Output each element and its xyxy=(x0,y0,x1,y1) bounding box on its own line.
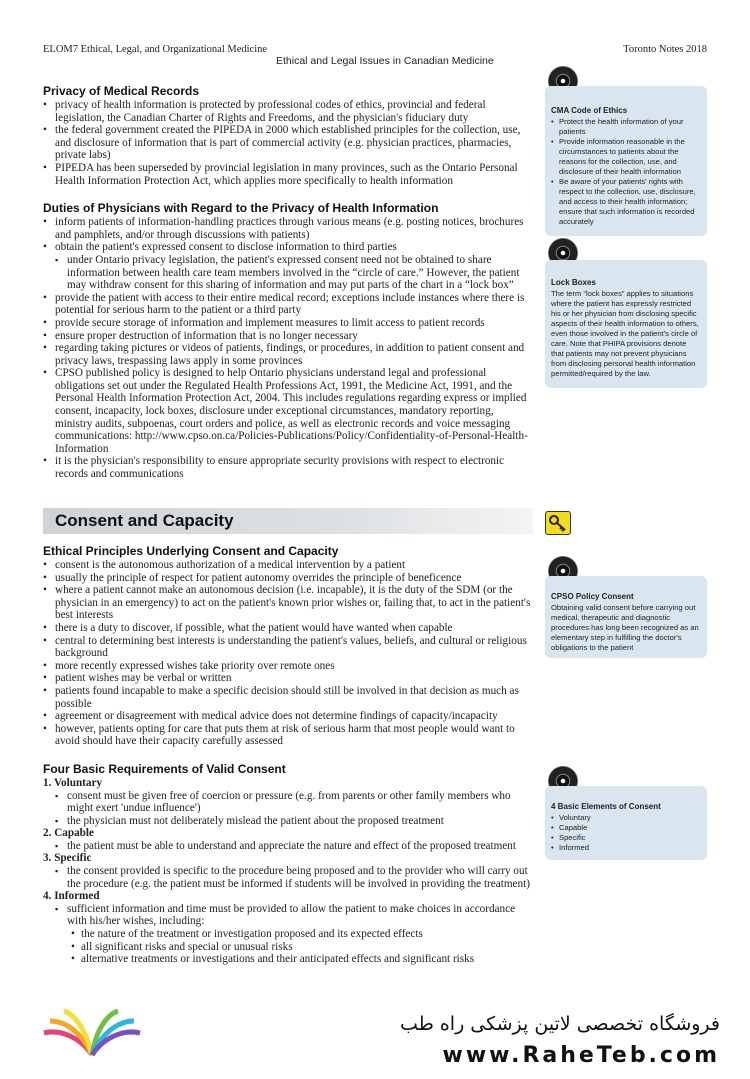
list-item: ▪ the patient must be able to understand and appreciate the nature and effect of the proposed treatment xyxy=(43,840,533,853)
list-item: • inform patients of information-handling practices through various means (e.g. posting notices, brochures and pamphlets, and/or through discussions with patients) xyxy=(43,216,533,241)
website-link[interactable]: www.RaheTeb.com xyxy=(442,1043,720,1068)
list-item: • all significant risks and special or unusual risks xyxy=(43,941,533,954)
list-item: • provide the patient with access to their entire medical record; exceptions include instances where there is potential for serious harm to the patient or a third party xyxy=(43,292,533,317)
requirement-heading: 3. Specific xyxy=(43,852,92,865)
requirement-list xyxy=(43,903,533,928)
page-header xyxy=(0,0,750,70)
principles-heading: Ethical Principles Underlying Consent and Capacity xyxy=(43,544,339,558)
key-icon xyxy=(545,511,571,535)
list-item xyxy=(43,241,533,254)
list-item: • Be aware of your patients' rights with respect to the collection, use, disclosure, and access to their health information; ensure that such information is recorded accurately xyxy=(551,177,701,227)
requirement-heading: 1. Voluntary xyxy=(43,776,103,789)
list-item: • the nature of the treatment or investigation proposed and its expected effects xyxy=(43,928,533,941)
note-title: CMA Code of Ethics xyxy=(551,106,628,115)
list-item: • agreement or disagreement with medical advice does not determine findings of capacity/incapacity xyxy=(43,710,533,723)
list-item: ▪ consent must be given free of coercion or pressure (e.g. from parents or other family members who might exert 'undue influence') xyxy=(43,790,533,815)
requirement-heading: 2. Capable xyxy=(43,827,94,840)
requirement-voluntary xyxy=(43,777,533,827)
header-center: Ethical and Legal Issues in Canadian Medicine xyxy=(276,55,494,67)
list-item: • CPSO published policy is designed to help Ontario physicians understand legal and professional obligations set out under the Regulated Health Professions Act, 1991, the Medicine Act, 1991, and the Personal Health Information Protection Act, 2004. This includes regulations regarding express or implied consent, incapacity, lock boxes, disclosure under exceptional circumstances, mandatory reporting, ministry audits, subpoenas, court orders and police, as well as electronic records and voice messaging communications: http://www.cpso.on.ca/Policies-Publications/Policy/Confidentiality-of-Personal-Health-Information xyxy=(43,367,533,455)
requirement-list xyxy=(43,840,533,853)
list-item: • patients found incapable to make a specific decision should still be involved in that decision as much as possible xyxy=(43,685,533,710)
list-item: • it is the physician's responsibility to ensure appropriate security provisions with respect to electronic records and communications xyxy=(43,455,533,480)
duties-list-cont xyxy=(43,292,533,481)
list-item: ▪ sufficient information and time must be provided to allow the patient to make choices in accordance with his/her wishes, including: xyxy=(43,903,533,928)
sidebar-elements-note xyxy=(545,786,707,860)
sidebar-cpso-note xyxy=(545,576,707,658)
list-item: ▪ under Ontario privacy legislation, the patient's expressed consent need not be obtained to share information between health care team members involved in the “circle of care.” However, the patient may withdraw consent for this sharing of information and may put parts of the chart in a “lock box” xyxy=(43,254,533,292)
privacy-heading: Privacy of Medical Records xyxy=(43,84,200,98)
duties-heading: Duties of Physicians with Regard to the Privacy of Health Information xyxy=(43,201,439,216)
list-item: ▪ the consent provided is specific to the procedure being proposed and to the provider who will carry out the procedure (e.g. the patient must be informed if students will be involved in providing the treatment) xyxy=(43,865,533,890)
note-title: 4 Basic Elements of Consent xyxy=(551,802,661,811)
book-logo-icon xyxy=(40,1007,145,1067)
list-item-text: obtain the patient's expressed consent to disclose information to third parties xyxy=(55,241,397,254)
list-item: • Voluntary xyxy=(551,813,701,823)
list-item: • patient wishes may be verbal or written xyxy=(43,672,533,685)
requirement-informed xyxy=(43,890,533,966)
note-text: Obtaining valid consent before carrying out medical, therapeutic and diagnostic procedures has long been recognized as an elementary step in fulfilling the doctor's obligations to the patient xyxy=(551,603,699,652)
note-title: Lock Boxes xyxy=(551,278,596,287)
requirement-list xyxy=(43,865,533,890)
page-footer xyxy=(0,995,750,1079)
list-item: • where a patient cannot make an autonomous decision (i.e. incapable), it is the duty of the SDM (or the physician in an emergency) to act on the patient's known prior wishes or, failing that, to act in the patient's best interests xyxy=(43,584,533,622)
list-item: • privacy of health information is protected by professional codes of ethics, provincial and federal legislation, the Canadian Charter of Rights and Freedoms, and the physician's fiduciary duty xyxy=(43,99,533,124)
list-item: • central to determining best interests is understanding the patient's values, beliefs, and cultural or religious background xyxy=(43,635,533,660)
list-item: • alternative treatments or investigations and their anticipated effects and significant risks xyxy=(43,953,533,966)
requirement-specific xyxy=(43,852,533,890)
list-item: • consent is the autonomous authorization of a medical intervention by a patient xyxy=(43,559,533,572)
requirement-sublist xyxy=(43,928,533,966)
list-item: • provide secure storage of information and implement measures to limit access to patient records xyxy=(43,317,533,330)
list-item: • Protect the health information of your patients xyxy=(551,117,701,137)
list-item: • PIPEDA has been superseded by provincial legislation in many provinces, such as the Ontario Personal Health Information Protection Act, which applies more specifically to health information xyxy=(43,162,533,187)
note-title: CPSO Policy Consent xyxy=(551,592,634,601)
requirement-heading: 4. Informed xyxy=(43,890,100,903)
banner-title: Consent and Capacity xyxy=(55,511,234,530)
header-left: ELOM7 Ethical, Legal, and Organizational Medicine xyxy=(43,44,268,55)
requirement-capable xyxy=(43,827,533,852)
list-item: • Capable xyxy=(551,823,701,833)
list-item: • the federal government created the PIPEDA in 2000 which established principles for the collection, use, and disclosure of information that is part of commercial activity (e.g. physician practices, pharmacies, private labs) xyxy=(43,124,533,162)
privacy-list xyxy=(43,99,533,187)
sidebar-cma-note xyxy=(545,86,707,236)
note-list xyxy=(551,813,701,853)
principles-list xyxy=(43,559,533,748)
list-item: • ensure proper destruction of information that is no longer necessary xyxy=(43,330,533,343)
list-item: • regarding taking pictures or videos of patients, findings, or procedures, in addition to patient consent and privacy laws, trespassing laws apply in some provinces xyxy=(43,342,533,367)
sidebar-lockbox-note xyxy=(545,260,707,388)
list-item: ▪ the physician must not deliberately mislead the patient about the proposed treatment xyxy=(43,815,533,828)
requirements-heading: Four Basic Requirements of Valid Consent xyxy=(43,761,286,776)
section-banner xyxy=(43,508,533,534)
list-item: • more recently expressed wishes take priority over remote ones xyxy=(43,660,533,673)
list-item: • Specific xyxy=(551,833,701,843)
duties-sublist xyxy=(43,254,533,292)
store-name: فروشگاه تخصصی لاتین پزشکی راه طب xyxy=(400,1013,720,1035)
list-item: • usually the principle of respect for patient autonomy overrides the principle of beneficence xyxy=(43,572,533,585)
list-item: • however, patients opting for care that puts them at risk of serious harm that most people would want to avoid should have their capacity carefully assessed xyxy=(43,723,533,748)
note-text: The term “lock boxes” applies to situations where the patient has expressly restricted his or her physician from disclosing specific aspects of their health information to others, even those involved in the patient's circle of care. Note that PHIPA provisions denote that patients may not prevent physicians from disclosing personal health information permitted/required by the law. xyxy=(551,289,699,378)
list-item: • Informed xyxy=(551,843,701,853)
list-item: • there is a duty to discover, if possible, what the patient would have wanted when capable xyxy=(43,622,533,635)
header-right: Toronto Notes 2018 xyxy=(623,44,707,55)
list-item: • Provide information reasonable in the circumstances to patients about the reasons for the collection, use, and disclosure of their health information xyxy=(551,137,701,177)
consent-column xyxy=(43,544,533,966)
note-list xyxy=(551,117,701,227)
main-column xyxy=(43,84,533,481)
requirement-list xyxy=(43,790,533,828)
duties-list xyxy=(43,216,533,254)
